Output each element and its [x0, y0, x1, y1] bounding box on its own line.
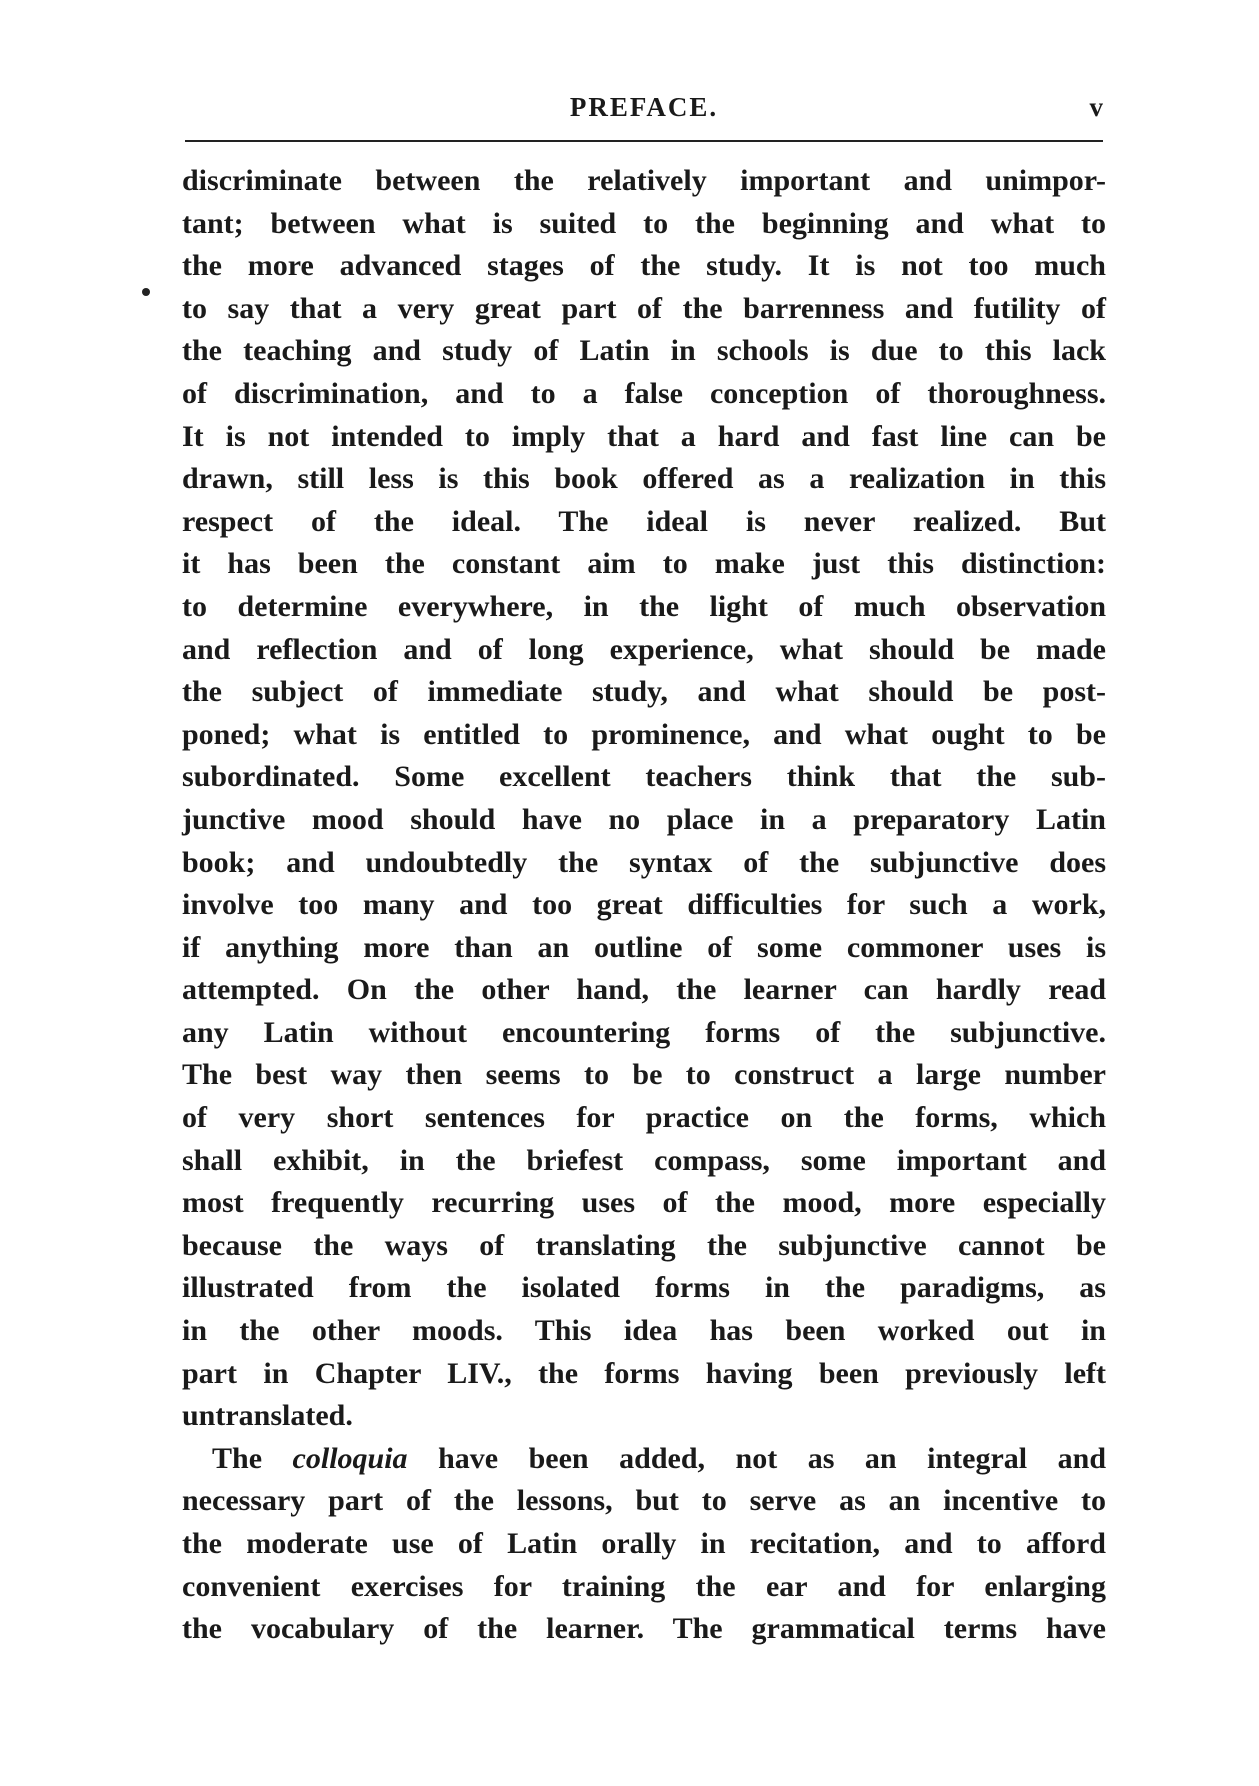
text-line: if anything more than an outline of some commoner uses is — [182, 930, 1106, 964]
text-line: discriminate between the relatively important and unimpor- — [182, 164, 1106, 197]
running-head — [185, 92, 1103, 128]
print-speck — [142, 288, 150, 296]
header-rule — [185, 140, 1103, 142]
text-line: The best way then seems to be to construct a large number — [182, 1058, 1106, 1092]
preface-text — [182, 160, 1106, 1651]
text-line: It is not intended to imply that a hard and fast line can be — [182, 419, 1106, 453]
text-line: attempted. On the other hand, the learner can hardly read — [182, 973, 1106, 1007]
paragraph-first-line — [182, 1438, 1106, 1481]
text-line: poned; what is entitled to prominence, and what ought to be — [182, 717, 1106, 751]
text-line: it has been the constant aim to make just this distinction: — [182, 547, 1106, 581]
text-line: respect of the ideal. The ideal is never realized. But — [182, 504, 1106, 538]
text-line: involve too many and too great difficulties for such a work, — [182, 888, 1106, 922]
text-line: drawn, still less is this book offered as a realization in this — [182, 462, 1106, 496]
text-line: and reflection and of long experience, what should be made — [182, 632, 1106, 666]
text-line: subordinated. Some excellent teachers think that the sub- — [182, 760, 1106, 794]
text-line: untranslated. — [182, 1399, 353, 1433]
text-line: shall exhibit, in the briefest compass, some important and — [182, 1143, 1106, 1177]
text-line: tant; between what is suited to the beginning and what to — [182, 206, 1106, 240]
text-line: the teaching and study of Latin in schools is due to this lack — [182, 334, 1106, 368]
text-line: because the ways of translating the subjunctive cannot be — [182, 1228, 1106, 1262]
italic-term: colloquia — [292, 1441, 408, 1475]
text-line: to determine everywhere, in the light of much observation — [182, 589, 1106, 623]
text-line: convenient exercises for training the ear and for enlarging — [182, 1569, 1106, 1603]
text-line: most frequently recurring uses of the mood, more especially — [182, 1186, 1106, 1220]
text-line: the subject of immediate study, and what should be post- — [182, 675, 1106, 709]
text-line: any Latin without encountering forms of the subjunctive. — [182, 1015, 1106, 1049]
text-line: of very short sentences for practice on the forms, which — [182, 1101, 1106, 1135]
text-line: the more advanced stages of the study. It is not too much — [182, 249, 1106, 283]
page-title: PREFACE. — [569, 92, 719, 122]
text-line: illustrated from the isolated forms in the paradigms, as — [182, 1271, 1106, 1305]
text-line: the moderate use of Latin orally in recitation, and to afford — [182, 1527, 1106, 1560]
text-line: to say that a very great part of the barrenness and futility of — [182, 291, 1106, 325]
page-number: v — [1089, 92, 1103, 122]
text-line: necessary part of the lessons, but to serve as an incentive to — [182, 1484, 1106, 1518]
text-line: book; and undoubtedly the syntax of the subjunctive does — [182, 845, 1106, 879]
text-line: of discrimination, and to a false conception of thoroughness. — [182, 376, 1106, 410]
text-line: the vocabulary of the learner. The grammatical terms have — [182, 1612, 1106, 1646]
text-line: in the other moods. This idea has been worked out in — [182, 1314, 1106, 1348]
text-line: junctive mood should have no place in a preparatory Latin — [182, 802, 1106, 836]
text-line: part in Chapter LIV., the forms having been previously left — [182, 1356, 1106, 1390]
text-segment: The — [212, 1441, 293, 1475]
text-segment: have been added, not as an integral and — [407, 1441, 1107, 1475]
